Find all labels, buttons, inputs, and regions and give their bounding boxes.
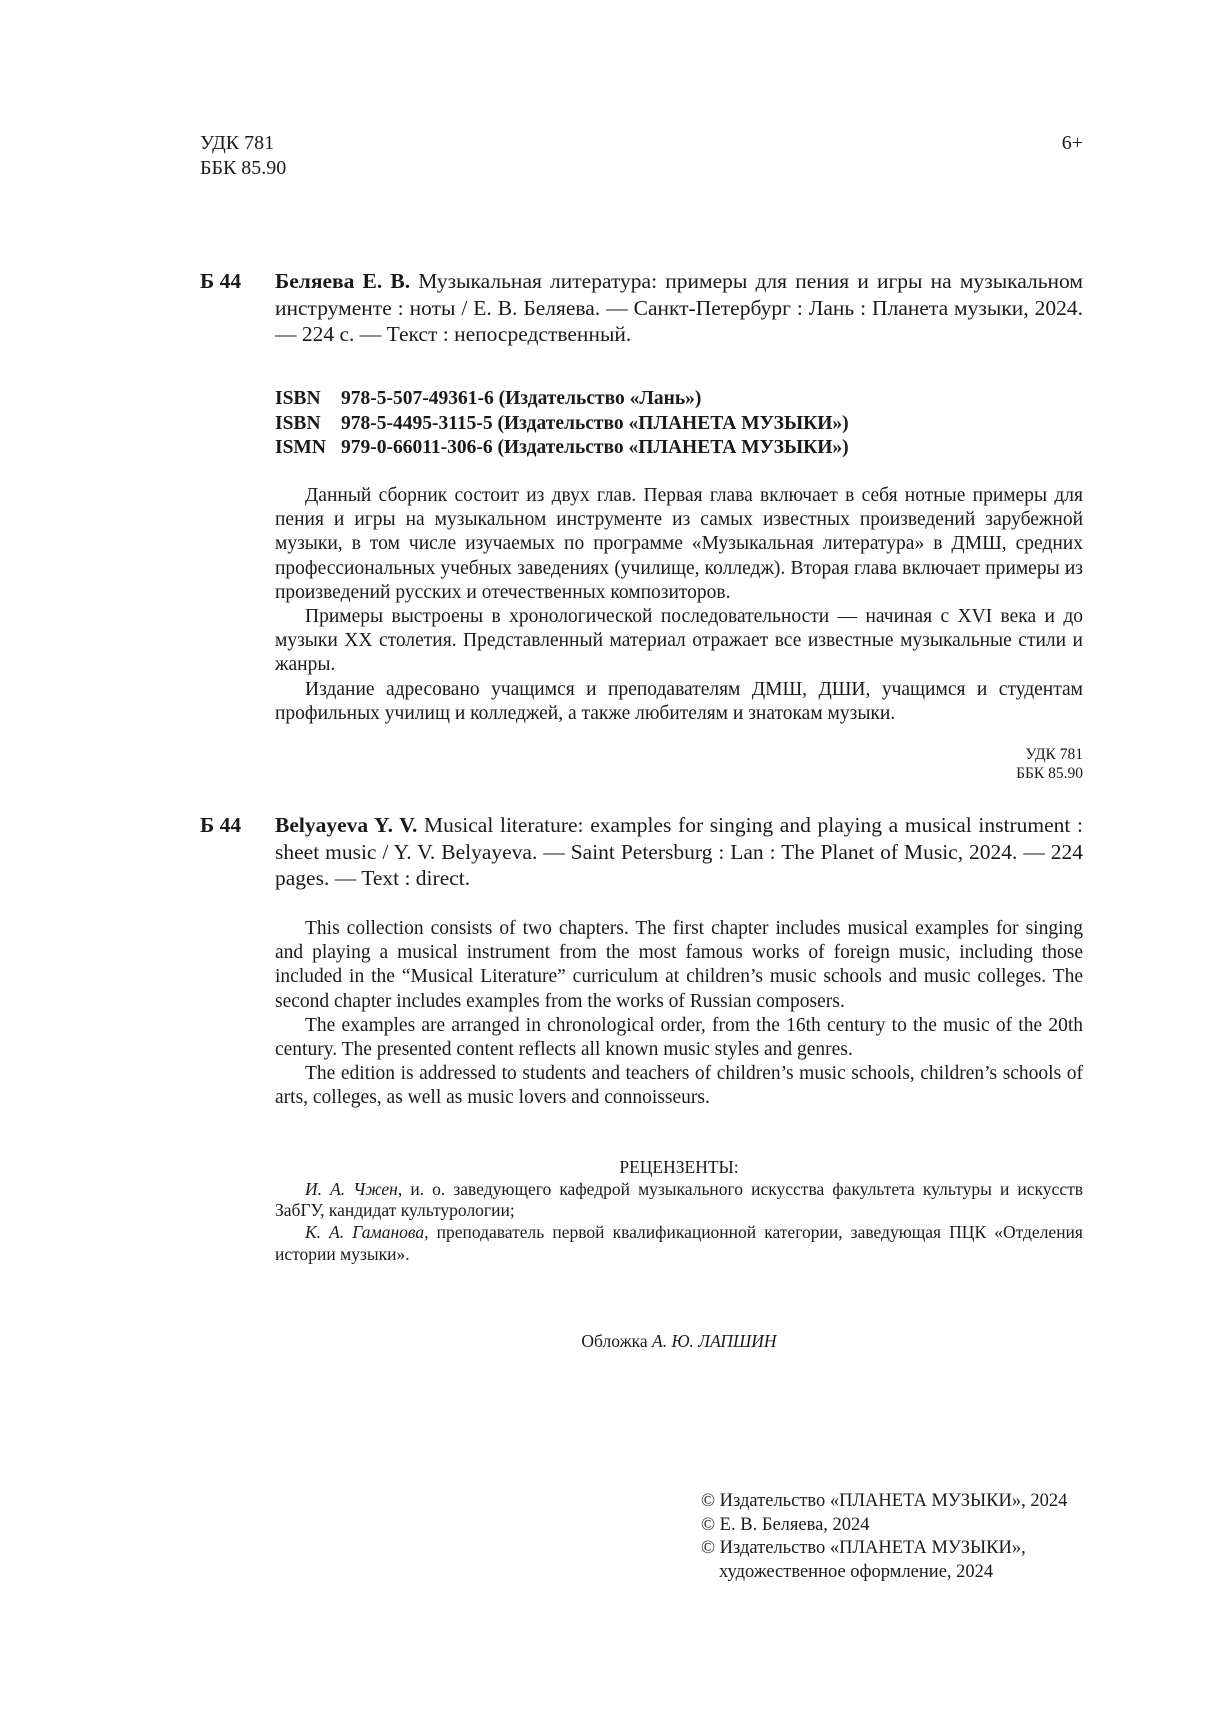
reviewers-section [275,1157,1083,1266]
en-bibliographic-entry [200,812,1083,892]
abstract-paragraph: The edition is addressed to students and teachers of children’s music schools, children’s schools of arts, colleges, as well as music lovers and connoisseurs. [275,1063,1083,1109]
reviewers-title: РЕЦЕНЗЕНТЫ: [619,1157,739,1177]
identifier-value: 978-5-4495-3115-5 (Издательство «ПЛАНЕТА МУЗЫКИ») [341,412,849,434]
entry-description: Musical literature: examples for singing and playing a musical instrument : sheet music / Y. V. Belyayeva. — Saint Petersburg : Lan : The Planet of Music, 2024. — 224 pages. — Text : direct. [275,813,1083,890]
udk-code: УДК 781 [200,132,275,154]
abstract-paragraph: Примеры выстроены в хронологической последовательности — начиная с XVI века и до музыки XX столетия. Представленный материал отражает все известные музыкальные стили и жанры. [275,606,1083,676]
age-rating: 6+ [1061,132,1083,154]
reviewer-item [275,1222,1083,1265]
ru-abstract [275,484,1083,726]
copyright-line: художественное оформление, 2024 [719,1561,994,1582]
abstract-paragraph: This collection consists of two chapters. The first chapter includes musical examples for singing and playing a musical instrument from the most famous works of foreign music, including those included in the “Musical Literature” curriculum at children’s music schools and music colleges. The second chapter includes examples from the works of Russian composers. [275,918,1083,1012]
en-abstract [275,917,1083,1111]
copyright-block [701,1490,1067,1584]
cover-credit [275,1330,1083,1352]
identifier-row [275,436,849,461]
author-mark: Б 44 [200,269,242,293]
abstract-paragraph: The examples are arranged in chronological order, from the 16th century to the music of the 20th century. The presented content reflects all known music styles and genres. [275,1014,1083,1061]
copyright-line: © Издательство «ПЛАНЕТА МУЗЫКИ», [701,1538,1026,1558]
ru-bibliographic-entry [200,268,1083,348]
identifier-row [275,387,849,412]
copyright-line: © Е. В. Беляева, 2024 [701,1514,870,1535]
identifier-type: ISMN [275,437,326,458]
copyright-line: © Издательство «ПЛАНЕТА МУЗЫКИ», 2024 [701,1491,1068,1511]
cover-designer: А. Ю. ЛАПШИН [652,1331,777,1351]
bbk-code: ББК 85.90 [200,157,287,179]
identifier-value: 978-5-507-49361-6 (Издательство «Лань») [341,388,702,409]
classification-small [1016,745,1083,783]
reviewer-name: К. А. Гаманова [305,1222,425,1243]
abstract-paragraph: Данный сборник состоит из двух глав. Первая глава включает в себя нотные примеры для пения и игры на музыкальном инструменте из самых известных произведений зарубежной музыки, в том числе изучаемых по программе «Музыкальная литература» в ДМШ, средних профессиональных учебных заведениях (училище, колледж). Вторая глава включает примеры из произведений русских и отечественных композиторов. [275,485,1083,603]
reviewer-item [275,1179,1083,1222]
identifier-row [275,412,849,437]
identifier-value: 979-0-66011-306-6 (Издательство «ПЛАНЕТА МУЗЫКИ») [341,437,849,458]
identifier-type: ISBN [275,412,321,434]
identifier-type: ISBN [275,388,321,409]
abstract-paragraph: Издание адресовано учащимся и преподавателям ДМШ, ДШИ, учащимся и студентам профильных училищ и колледжей, а также любителям и знатокам музыки. [275,678,1083,724]
author-name: Беляева Е. В. [275,269,411,293]
identifier-list [275,387,849,461]
reviewer-name: И. А. Чжен [305,1178,398,1199]
author-mark: Б 44 [200,813,242,837]
classification-block [200,131,286,181]
author-name: Belyayeva Y. V. [275,813,418,837]
udk-code-small: УДК 781 [1025,746,1083,763]
cover-label: Обложка [581,1331,648,1351]
reviewer-description: , и. о. заведующего кафедрой музыкального искусства факультета культуры и искусств ЗабГУ, кандидат культурологии; [275,1178,1083,1221]
bbk-code-small: ББК 85.90 [1016,765,1083,782]
reviewer-description: , преподаватель первой квалификационной категории, заведующая ПЦК «Отделения истории музыки». [275,1222,1083,1264]
entry-description: Музыкальная литература: примеры для пения и игры на музыкальном инструменте : ноты / Е. В. Беляева. — Санкт-Петербург : Лань : Планета музыки, 2024. — 224 с. — Текст : непосредственный. [275,269,1084,346]
